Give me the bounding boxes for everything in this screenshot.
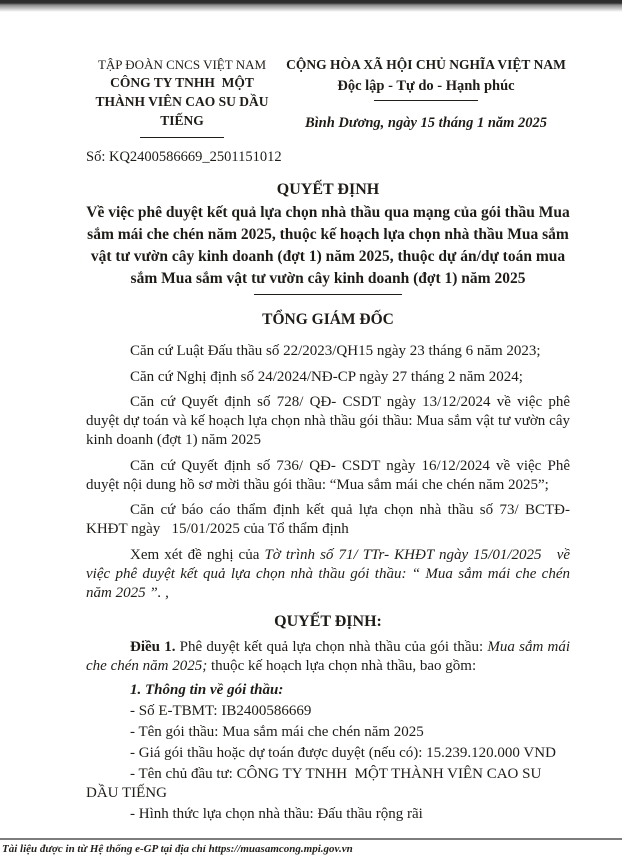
issuer-block xyxy=(86,56,278,138)
subject-line: vật tư vườn cây kinh doanh (đợt 1) năm 2025, thuộc dự án/dự toán mua xyxy=(90,248,566,265)
resolution-heading: QUYẾT ĐỊNH: xyxy=(274,612,382,630)
national-title: CỘNG HÒA XÃ HỘI CHỦ NGHĨA VIỆT NAM xyxy=(286,57,566,72)
article-1-paragraph xyxy=(86,638,574,676)
section-1-heading: 1. Thông tin về gói thầu: xyxy=(130,682,284,698)
title-divider xyxy=(254,294,402,295)
issuer-company-name: CÔNG TY TNHH MỘT THÀNH VIÊN CAO SU DẦU TIẾNG xyxy=(95,75,272,128)
place-and-date: Bình Dương, ngày 15 tháng 1 năm 2025 xyxy=(304,115,548,131)
article-1-tail: thuộc kế hoạch lựa chọn nhà thầu, bao gồm: xyxy=(207,658,477,674)
article-1-label: Điều 1. xyxy=(130,639,176,655)
proposal-reference: Tờ trình số 71/ TTr- KHĐT ngày 15/01/2025 về việc phê duyệt kết quả lựa chọn nhà thầu gói thầu: “ Mua sắm mái che chén năm 2025 ”. , xyxy=(86,546,574,601)
proposal-prefix: Xem xét đề nghị của xyxy=(130,546,265,563)
issuer-divider xyxy=(140,137,224,138)
subject-line: sắm Mua sắm vật tư vườn cây kinh doanh (đợt 1) năm 2025 xyxy=(130,270,526,287)
subject-line: Về việc phê duyệt kết quả lựa chọn nhà thầu qua mạng của gói thầu Mua xyxy=(86,204,570,221)
issuer-parent-org: TẬP ĐOÀN CNCS VIỆT NAM xyxy=(97,57,267,72)
package-info-item: - Tên chủ đầu tư: CÔNG TY TNHH MỘT THÀNH VIÊN CAO SU DẦU TIẾNG xyxy=(86,766,546,801)
article-1-package-name: Mua sắm mái che chén năm 2025; xyxy=(86,639,574,674)
footer-divider xyxy=(0,838,622,840)
proposal-paragraph xyxy=(86,546,574,603)
citation-paragraph: Căn cứ báo cáo thẩm định kết quả lựa chọn nhà thầu số 73/ BCTĐ-KHĐT ngày 15/01/2025 của Tổ thẩm định xyxy=(86,502,570,537)
window-top-edge xyxy=(0,0,622,12)
decision-subject xyxy=(86,202,570,290)
decision-title: QUYẾT ĐỊNH xyxy=(276,181,380,198)
package-info-item: - Giá gói thầu hoặc dự toán được duyệt (nếu có): 15.239.120.000 VND xyxy=(130,745,556,761)
citation-paragraph: Căn cứ Luật Đấu thầu số 22/2023/QH15 ngày 23 tháng 6 năm 2023; xyxy=(130,343,541,359)
national-header-block xyxy=(282,56,570,138)
national-motto: Độc lập - Tự do - Hạnh phúc xyxy=(337,78,515,94)
article-1-text: Phê duyệt kết quả lựa chọn nhà thầu của gói thầu: xyxy=(175,639,488,655)
subject-line: sắm mái che chén năm 2025, thuộc kế hoạch lựa chọn nhà thầu Mua sắm xyxy=(87,226,569,243)
issuing-authority: TỔNG GIÁM ĐỐC xyxy=(262,311,394,328)
citation-paragraph: Căn cứ Quyết định số 728/ QĐ- CSDT ngày 13/12/2024 về việc phê duyệt dự toán và kế hoạch lựa chọn nhà thầu gói thầu: Mua sắm vật tư vườn cây kinh doanh (đợt 1) năm 2025 xyxy=(86,394,574,448)
decision-document xyxy=(86,56,574,824)
package-info-item: - Tên gói thầu: Mua sắm mái che chén năm 2025 xyxy=(130,724,424,740)
egp-print-note: Tài liệu được in từ Hệ thống e-GP tại địa chỉ https://muasamcong.mpi.gov.vn xyxy=(2,843,353,855)
document-header xyxy=(86,56,570,138)
citation-paragraph: Căn cứ Nghị định số 24/2024/NĐ-CP ngày 27 tháng 2 năm 2024; xyxy=(130,368,523,385)
motto-divider xyxy=(374,100,478,101)
package-info-item: - Hình thức lựa chọn nhà thầu: Đấu thầu rộng rãi xyxy=(130,806,423,822)
citation-paragraph: Căn cứ Quyết định số 736/ QĐ- CSDT ngày 16/12/2024 về việc Phê duyệt nội dung hồ sơ mời thầu gói thầu: “Mua sắm mái che chén năm 2025”; xyxy=(86,457,574,493)
document-number: Số: KQ2400586669_2501151012 xyxy=(86,149,282,165)
package-info-item: - Số E-TBMT: IB2400586669 xyxy=(130,703,312,719)
